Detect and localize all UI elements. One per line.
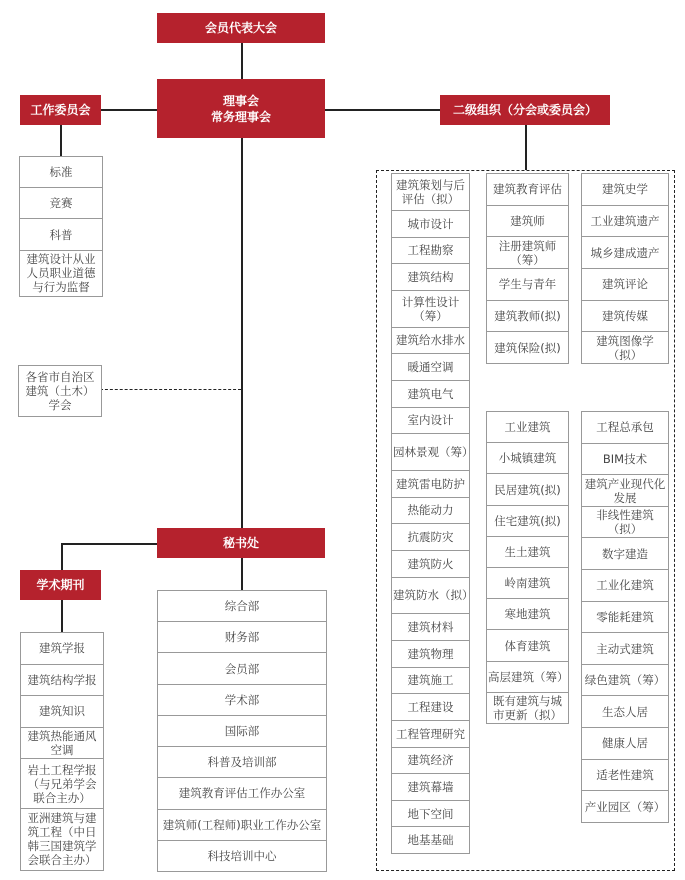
connector [525,125,527,170]
list-item: 园林景观（筹） [392,433,469,470]
list-item: 建筑教育评估 [487,173,568,205]
list-item: 生土建筑 [487,536,568,567]
list-item: 零能耗建筑 [582,601,668,633]
list-item: 科普 [20,218,102,249]
list-item: 建筑材料 [392,613,469,640]
list-item: 工业建筑 [487,411,568,442]
provincial-society-box [18,365,102,417]
journals-box [20,570,101,600]
list-item: 建筑图像学（拟） [582,331,668,363]
list-item: 工程建设 [392,693,469,720]
list-item: 科技培训中心 [158,840,326,871]
list-item: 民居建筑(拟) [487,473,568,504]
secondary-col2-top [486,173,569,364]
list-item: 工程管理研究 [392,720,469,747]
list-item: 科普及培训部 [158,746,326,777]
congress-label: 会员代表大会 [204,21,277,35]
secondary-org-label: 二级组织（分会或委员会） [452,103,597,117]
list-item: 建筑雷电防护 [392,470,469,497]
list-item: 学生与青年 [487,268,568,300]
list-item: 适老性建筑 [582,759,668,791]
list-item: 综合部 [158,590,326,621]
connector [61,543,157,545]
list-item: 建筑传媒 [582,300,668,332]
list-item: 生态人居 [582,695,668,727]
standing-council-label: 常务理事会 [210,109,271,124]
work-committee-list [19,156,103,297]
secretariat-list [157,590,327,872]
list-item: 主动式建筑 [582,632,668,664]
list-item: 建筑教师(拟) [487,300,568,332]
secretariat-label: 秘书处 [222,536,259,550]
list-item: 建筑策划与后评估（拟） [392,173,469,210]
list-item: 岩土工程学报（与兄弟学会联合主办） [21,758,103,808]
connector [241,558,243,590]
connector [101,109,157,111]
secondary-col3-bottom [581,411,669,823]
list-item: 建筑结构学报 [21,664,103,696]
list-item: 地基基础 [392,826,469,853]
list-item: 岭南建筑 [487,567,568,598]
list-item: 计算性设计（筹） [392,290,469,327]
journals-label: 学术期刊 [36,578,85,592]
list-item: BIM技术 [582,443,668,475]
connector [61,543,63,570]
list-item: 建筑给水排水 [392,327,469,354]
list-item: 标准 [20,156,102,187]
work-committee-box [20,95,101,125]
connector [241,138,243,528]
list-item: 建筑产业现代化发展 [582,474,668,506]
journals-list [20,632,104,871]
list-item: 住宅建筑(拟) [487,505,568,536]
list-item: 小城镇建筑 [487,442,568,473]
list-item: 建筑经济 [392,747,469,774]
list-item: 会员部 [158,652,326,683]
list-item: 竞赛 [20,187,102,218]
list-item: 建筑防火 [392,550,469,577]
list-item: 建筑师 [487,205,568,237]
list-item: 高层建筑（筹） [487,661,568,692]
list-item: 工程总承包 [582,411,668,443]
list-item: 亚洲建筑与建筑工程（中日韩三国建筑学会联合主办） [21,808,103,870]
list-item: 暖通空调 [392,353,469,380]
secretariat-box [157,528,325,558]
list-item: 建筑施工 [392,667,469,694]
list-item: 建筑幕墙 [392,773,469,800]
connector [325,109,440,111]
list-item: 体育建筑 [487,629,568,660]
list-item: 国际部 [158,715,326,746]
list-item: 财务部 [158,621,326,652]
secondary-col3-top [581,173,669,364]
list-item: 室内设计 [392,407,469,434]
list-item: 数字建造 [582,537,668,569]
secondary-col1 [391,173,474,854]
list-item: 建筑评论 [582,268,668,300]
list-item: 学术部 [158,684,326,715]
secondary-col2-bottom [486,411,569,724]
list-item: 工业建筑遗产 [582,205,668,237]
list-item: 既有建筑与城市更新（拟） [487,692,568,723]
council-box [157,79,325,138]
council-label: 理事会 [222,93,259,108]
connector [60,125,62,156]
connector [241,43,243,79]
list-item: 工程勘察 [392,237,469,264]
list-item: 地下空间 [392,800,469,827]
list-item: 建筑设计从业人员职业道德与行为监督 [20,250,102,296]
list-item: 注册建筑师（筹） [487,236,568,268]
list-item: 寒地建筑 [487,598,568,629]
list-item: 健康人居 [582,727,668,759]
list-item: 城市设计 [392,210,469,237]
dashed-connector [100,389,241,390]
work-committee-label: 工作委员会 [30,103,91,117]
list-item: 产业园区（筹） [582,790,668,822]
list-item: 工业化建筑 [582,569,668,601]
secondary-org-box [440,95,610,125]
list-item: 建筑学报 [21,632,103,664]
list-item: 建筑防水（拟） [392,577,469,614]
list-item: 绿色建筑（筹） [582,664,668,696]
list-item: 建筑热能通风空调 [21,727,103,759]
list-item: 建筑师(工程师)职业工作办公室 [158,809,326,840]
list-item: 建筑电气 [392,380,469,407]
congress-box [157,13,325,43]
list-item: 建筑结构 [392,263,469,290]
list-item: 热能动力 [392,497,469,524]
connector [61,600,63,632]
list-item: 城乡建成遗产 [582,236,668,268]
provincial-society-label: 各省市自治区建筑（土木）学会 [19,365,101,416]
list-item: 非线性建筑（拟） [582,506,668,538]
list-item: 抗震防灾 [392,523,469,550]
list-item: 建筑物理 [392,640,469,667]
list-item: 建筑教育评估工作办公室 [158,777,326,808]
list-item: 建筑史学 [582,173,668,205]
list-item: 建筑保险(拟) [487,331,568,363]
list-item: 建筑知识 [21,695,103,727]
